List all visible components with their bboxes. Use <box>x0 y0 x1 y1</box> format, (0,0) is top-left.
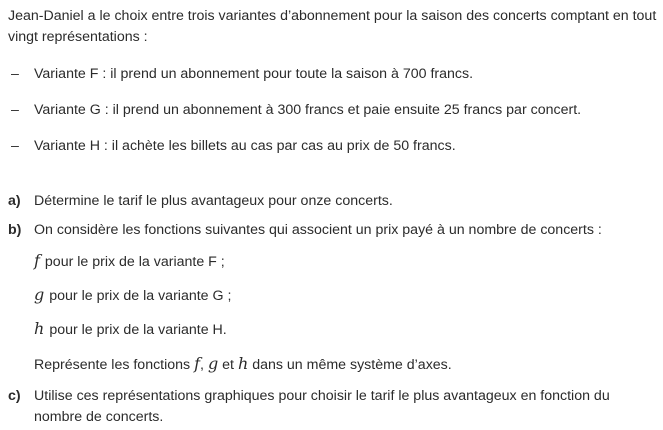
function-f-line <box>34 250 658 273</box>
function-symbol-f: f <box>34 251 40 270</box>
list-dash: – <box>11 102 19 118</box>
question-text: Utilise ces représentations graphiques pour choisir le tarif le plus avantageux en fonction du nombre de concerts. <box>34 388 610 425</box>
questions-list <box>8 191 658 428</box>
question-label: b) <box>8 222 22 238</box>
represent-symbol-f: f <box>194 354 201 373</box>
represent-symbol-g: g <box>207 354 219 373</box>
variant-item-f <box>8 64 658 85</box>
variant-text: Variante H : il achète les billets au cas par cas au prix de 50 francs. <box>34 138 456 154</box>
exercise-page <box>8 6 658 428</box>
list-dash: – <box>11 66 19 82</box>
represent-symbol-h: h <box>237 354 249 373</box>
variant-text: Variante F : il prend un abonnement pour toute la saison à 700 francs. <box>34 66 474 82</box>
function-description: pour le prix de la variante F ; <box>44 254 225 270</box>
represent-instruction <box>34 353 658 376</box>
question-text: Détermine le tarif le plus avantageux pour onze concerts. <box>34 193 393 209</box>
represent-prefix: Représente les fonctions <box>34 357 191 373</box>
list-dash: – <box>11 138 19 154</box>
function-symbol-h: h <box>34 319 45 338</box>
question-a <box>8 191 658 212</box>
question-label: a) <box>8 193 21 209</box>
question-label: c) <box>8 388 21 404</box>
function-h-line <box>34 318 658 341</box>
variant-item-g <box>8 100 658 121</box>
represent-suffix: dans un même système d’axes. <box>252 357 452 373</box>
represent-and: et <box>222 357 234 373</box>
question-c <box>8 386 658 428</box>
function-description: pour le prix de la variante H. <box>49 322 227 338</box>
variant-text: Variante G : il prend un abonnement à 300 francs et paie ensuite 25 francs par concert. <box>34 102 582 118</box>
function-g-line <box>34 284 658 307</box>
intro-text: Jean-Daniel a le choix entre trois variantes d’abonnement pour la saison des concerts comptant en tout vingt représentations : <box>8 8 657 45</box>
variants-list <box>8 64 658 157</box>
variant-item-h <box>8 136 658 157</box>
question-b <box>8 220 658 376</box>
represent-separator: , <box>200 357 204 373</box>
function-description: pour le prix de la variante G ; <box>49 288 232 304</box>
question-text: On considère les fonctions suivantes qui associent un prix payé à un nombre de concerts : <box>34 222 602 238</box>
function-symbol-g: g <box>34 285 45 304</box>
